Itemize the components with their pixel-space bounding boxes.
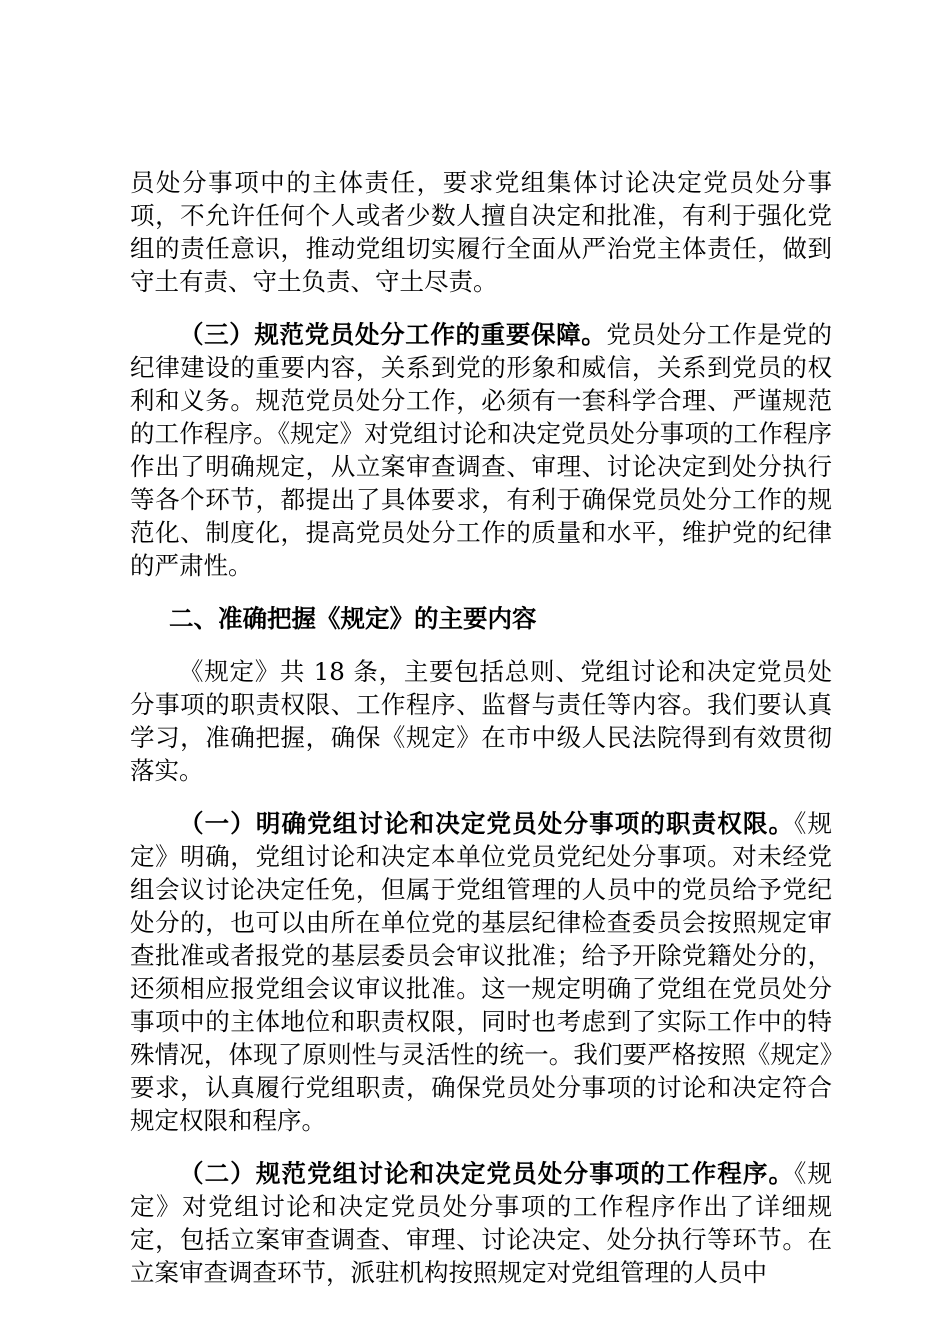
paragraph-continuation: 员处分事项中的主体责任，要求党组集体讨论决定党员处分事项，不允许任何个人或者少数人擅自决定和批准，有利于强化党组的责任意识，推动党组切实履行全面从严治党主体责任，做到守土有责、守土负责、守土尽责。 bbox=[130, 168, 832, 296]
subsection-1-lead: （一）明确党组讨论和决定党员处分事项的职责权限。 bbox=[179, 809, 795, 838]
paragraph-section-3 bbox=[130, 318, 832, 582]
paragraph-subsection-2 bbox=[130, 1157, 832, 1289]
document-page bbox=[130, 166, 832, 1289]
subsection-2-body: 《规定》对党组讨论和决定党员处分事项的工作程序作出了详细规定，包括立案审查调查、审理、讨论决定、处分执行等环节。在立案审查调查环节，派驻机构按照规定对党组管理的人员中 bbox=[130, 1159, 833, 1287]
paragraph-subsection-1 bbox=[130, 807, 832, 1137]
paragraph-part-2-intro: 《规定》共 18 条，主要包括总则、党组讨论和决定党员处分事项的职责权限、工作程序、监督与责任等内容。我们要认真学习，准确把握，确保《规定》在市中级人民法院得到有效贯彻落实。 bbox=[130, 657, 832, 785]
heading-part-2: 二、准确把握《规定》的主要内容 bbox=[169, 604, 537, 633]
section-3-body: 党员处分工作是党的纪律建设的重要内容，关系到党的形象和威信，关系到党员的权利和义务。规范党员处分工作，必须有一套科学合理、严谨规范的工作程序。《规定》对党组讨论和决定党员处分事项的工作程序作出了明确规定，从立案审查调查、审理、讨论决定到处分执行等各个环节，都提出了具体要求，有利于确保党员处分工作的规范化、制度化，提高党员处分工作的质量和水平，维护党的纪律的严肃性。 bbox=[130, 320, 833, 580]
subsection-1-body: 《规定》明确，党组讨论和决定本单位党员党纪处分事项。对未经党组会议讨论决定任免，但属于党组管理的人员中的党员给予党纪处分的，也可以由所在单位党的基层纪律检查委员会按照规定审查批准或者报党的基层委员会审议批准；给予开除党籍处分的，还须相应报党组会议审议批准。这一规定明确了党组在党员处分事项中的主体地位和职责权限，同时也考虑到了实际工作中的特殊情况，体现了原则性与灵活性的统一。我们要严格按照《规定》要求，认真履行党组职责，确保党员处分事项的讨论和决定符合规定权限和程序。 bbox=[130, 809, 833, 1135]
subsection-2-lead: （二）规范党组讨论和决定党员处分事项的工作程序。 bbox=[179, 1159, 795, 1188]
section-3-lead: （三）规范党员处分工作的重要保障。 bbox=[179, 320, 607, 349]
